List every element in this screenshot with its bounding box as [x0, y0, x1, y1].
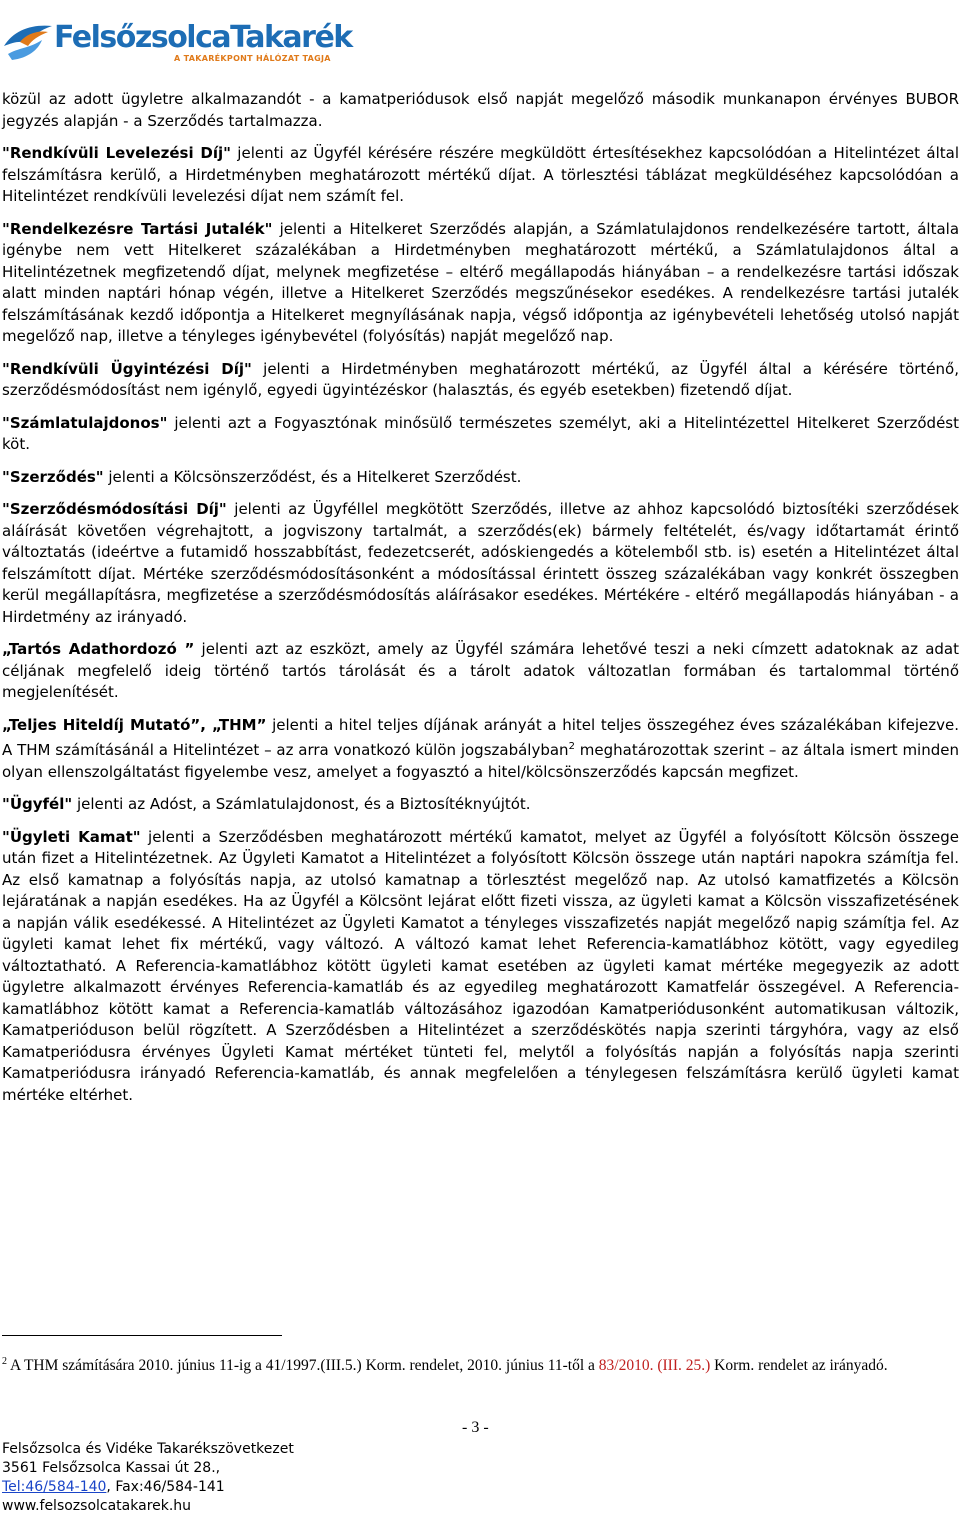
definition-rendkivuli-ugyintezesi-dij — [2, 359, 959, 402]
definition-term: „Tartós Adathordozó ” — [2, 640, 195, 658]
definition-term: "Ügyleti Kamat" — [2, 827, 141, 846]
footnote-highlight: 83/2010. (III. 25.) — [598, 1357, 711, 1375]
definition-term: "Rendkívüli Ügyintézési Díj" — [2, 359, 252, 378]
definition-term: "Rendkívüli Levelezési Díj" — [2, 144, 231, 162]
footnote-separator — [2, 1335, 282, 1336]
footnote-number: 2 — [2, 1356, 7, 1367]
definition-text: jelenti a Hitelkeret Szerződés alapján, a Számlatulajdonos rendelkezésére tartott, általa igénybe nem vett Hitelkeret százalékában a Hirdetményben meghatározott mértékű, a Számlatulajdonos által a Hitelintézetnek megfizetendő díjat, melynek megfizetése – eltérő megállapodás hiányában – a rendelkezésre tartási időszak alatt minden naptári hónap végén, illetve a Hitelkeret Szerződés megszűnésekor esedékes. A rendelkezésre tartási jutalék felszámításának kezdő időpontja a Hitelkeret megnyílásának napja, végső időpontja az igénybevételi lehetőség utolsó napját megelőző nap, illetve a tényleges igénybevétel (folyósítás) napját megelőző nap. — [2, 219, 960, 345]
definition-thm — [2, 715, 959, 784]
definition-text: jelenti az Ügyfél kérésére részére megküldött értesítésekhez kapcsolódóan a Hitelintézet által felszámításra kerülő, a Hirdetményben meghatározott mértékű díjat. A törlesztési táblázat megküldéséhez kapcsolódóan a Hitelintézet rendkívüli levelezési díjat nem számít fel. — [2, 144, 959, 205]
document-body — [2, 89, 959, 1117]
definition-term: „Teljes Hiteldíj Mutató”, „THM” — [2, 715, 267, 734]
page-footer — [2, 1440, 294, 1516]
bank-logo — [2, 14, 352, 70]
definition-term: "Szerződés" — [2, 467, 104, 486]
definition-szerzodesmodositasi-dij — [2, 499, 959, 628]
logo-tagline: A TAKARÉKPONT HÁLÓZAT TAGJA — [174, 54, 331, 63]
definition-term: "Számlatulajdonos" — [2, 413, 168, 432]
definition-ugyleti-kamat — [2, 827, 959, 1107]
logo-wordmark: FelsőzsolcaTakarék — [54, 20, 352, 55]
definition-text: jelenti a Szerződésben meghatározott mértékű kamatot, melyet az Ügyfél a folyósított Kölcsön összege után fizet a Hitelintézetnek. Az Ügyleti Kamatot a Hitelintézet a folyósított Kölcsön összege után naptári napokra számítja fel. Az első kamatnap a folyósítás napja, az utolsó kamatnap a törlesztést megelőző nap. Az utolsó kamatfizetés a Kölcsön lejáratának a napján esedékes. Ha az Ügyfél a Kölcsönt lejárat előtt fizeti vissza, az ügyleti kamat a Kölcsön visszafizetésének a napján válik esedékessé. A Hitelintézet az Ügyleti Kamatot a tényleges visszafizetés napját megelőző napig számítja fel. Az ügyleti kamat lehet fix mértékű, vagy változó. A változó kamat lehet Referencia-kamatlábhoz kötött, vagy egyedileg változtatható. A Referencia-kamatlábhoz kötött ügyleti kamat esetében az ügyleti kamat mértéke megegyezik az adott ügyletre alkalmazott érvényes Referencia-kamatláb és az egyedileg meghatározott Kamatfelár összegével. A Referencia-kamatlábhoz kötött kamat a Referencia-kamatláb változásához igazodóan Kamatperiódusonként automatikusan változik, Kamatperióduson belül rögzített. A Szerződésben a Hitelintézet a szerződéskötés napja szerinti tárgyhóra, vagy az első Kamatperiódusra érvényes Ügyleti Kamat mértéket tünteti fel, melytől a folyósítás napján a folyósítás napja szerinti Kamatperiódusra irányadó Referencia-kamatláb, és annak megfelelően a ténylegesen felszámításra kerülő ügyleti kamat mértéke eltérhet. — [2, 827, 960, 1104]
definition-term: "Ügyfél" — [2, 795, 73, 813]
footer-website[interactable]: www.felsozsolcatakarek.hu — [2, 1498, 192, 1514]
footnote — [2, 1350, 959, 1378]
footer-org: Felsőzsolca és Vidéke Takarékszövetkezet — [2, 1441, 294, 1457]
footer-address: 3561 Felsőzsolca Kassai út 28., — [2, 1460, 221, 1476]
definition-tartos-adathordozo — [2, 639, 959, 704]
footnote-text: A THM számítására 2010. június 11-ig a 41/1997.(III.5.) Korm. rendelet, 2010. június 11-től a — [7, 1357, 599, 1375]
definition-rendkivuli-levelezesi-dij — [2, 143, 959, 208]
footer-contact — [2, 1478, 294, 1497]
definition-text: jelenti azt a Fogyasztónak minősülő természetes személyt, aki a Hitelintézettel Hitelkeret Szerződést köt. — [2, 413, 959, 453]
definition-szamlatulajdonos — [2, 413, 959, 456]
definition-text: jelenti azt az eszközt, amely az Ügyfél számára lehetővé teszi a neki címzett adatoknak az adat céljának megfelelő ideig történő tartós tárolását és a tárolt adatok változatlan formában és tartalommal történő megjelenítését. — [2, 640, 959, 701]
paragraph-text: közül az adott ügyletre alkalmazandót - a kamatperiódusok első napját megelőző második munkanapon érvényes BUBOR jegyzés alapján - a Szerződés tartalmazza. — [2, 90, 959, 130]
definition-text-cont: meghatározottak szerint – az általa ismert minden olyan ellenszolgáltatást figyelembe vesz, amelyet a fogyasztó a hitel/kölcsönszerződés kapcsán megfizet. — [2, 741, 959, 781]
definition-text: jelenti az Ügyféllel megkötött Szerződés, illetve az ahhoz kapcsolódó biztosítéki szerződések aláírását követően végrehajtott, a jogviszony tartalmát, a szerződés(ek) bármely feltételét, és/vagy időtartamát érintő változtatás (ideértve a futamidő hosszabbítást, fedezetcserét, adóskiengedés a kötelemből stb. is) esetén a Hitelintézet által felszámított díjat. Mértéke szerződésmódosításonként a módosítással érintett összeg százalékában vagy konkrét összegben kerül megállapításra, megfizetése a szerződésmódosítás aláírásakor esedékes. Mértékére - eltérő megállapodás hiányában - a Hirdetmény az irányadó. — [2, 500, 959, 626]
footnote-text-cont: Korm. rendelet az irányadó. — [710, 1357, 888, 1375]
footnote-reference[interactable]: 2 — [568, 741, 575, 752]
definition-rendelkezesre-tartasi-jutalek — [2, 219, 959, 348]
definition-text: jelenti a Hirdetményben meghatározott mértékű, az Ügyfél által a kérésére történő, szerződésmódosítást nem igénylő, egyedi ügyintézéskor (halasztás, és egyéb esetekben) fizetendő díjat. — [2, 359, 959, 399]
footer-tel-link[interactable]: Tel:46/584-140 — [2, 1479, 107, 1495]
bird-logo-icon — [2, 20, 54, 64]
definition-text: jelenti a Kölcsönszerződést, és a Hitelkeret Szerződést. — [103, 467, 522, 486]
page-number: - 3 - — [462, 1419, 489, 1436]
definition-term: "Rendelkezésre Tartási Jutalék" — [2, 219, 273, 238]
definition-ugyfel — [2, 794, 959, 816]
footer-fax: , Fax:46/584-141 — [106, 1479, 225, 1495]
definition-szerzodes — [2, 467, 959, 489]
definition-term: "Szerződésmódosítási Díj" — [2, 500, 227, 518]
definition-text: jelenti a hitel teljes díjának arányát a hitel teljes összegéhez éves százalékában kifejezve. A THM számításánál a Hitelintézet – az arra vonatkozó külön jogszabályban — [2, 715, 960, 759]
definition-text: jelenti az Adóst, a Számlatulajdonost, és a Biztosítéknyújtót. — [72, 795, 531, 813]
paragraph-bubor — [2, 89, 959, 132]
